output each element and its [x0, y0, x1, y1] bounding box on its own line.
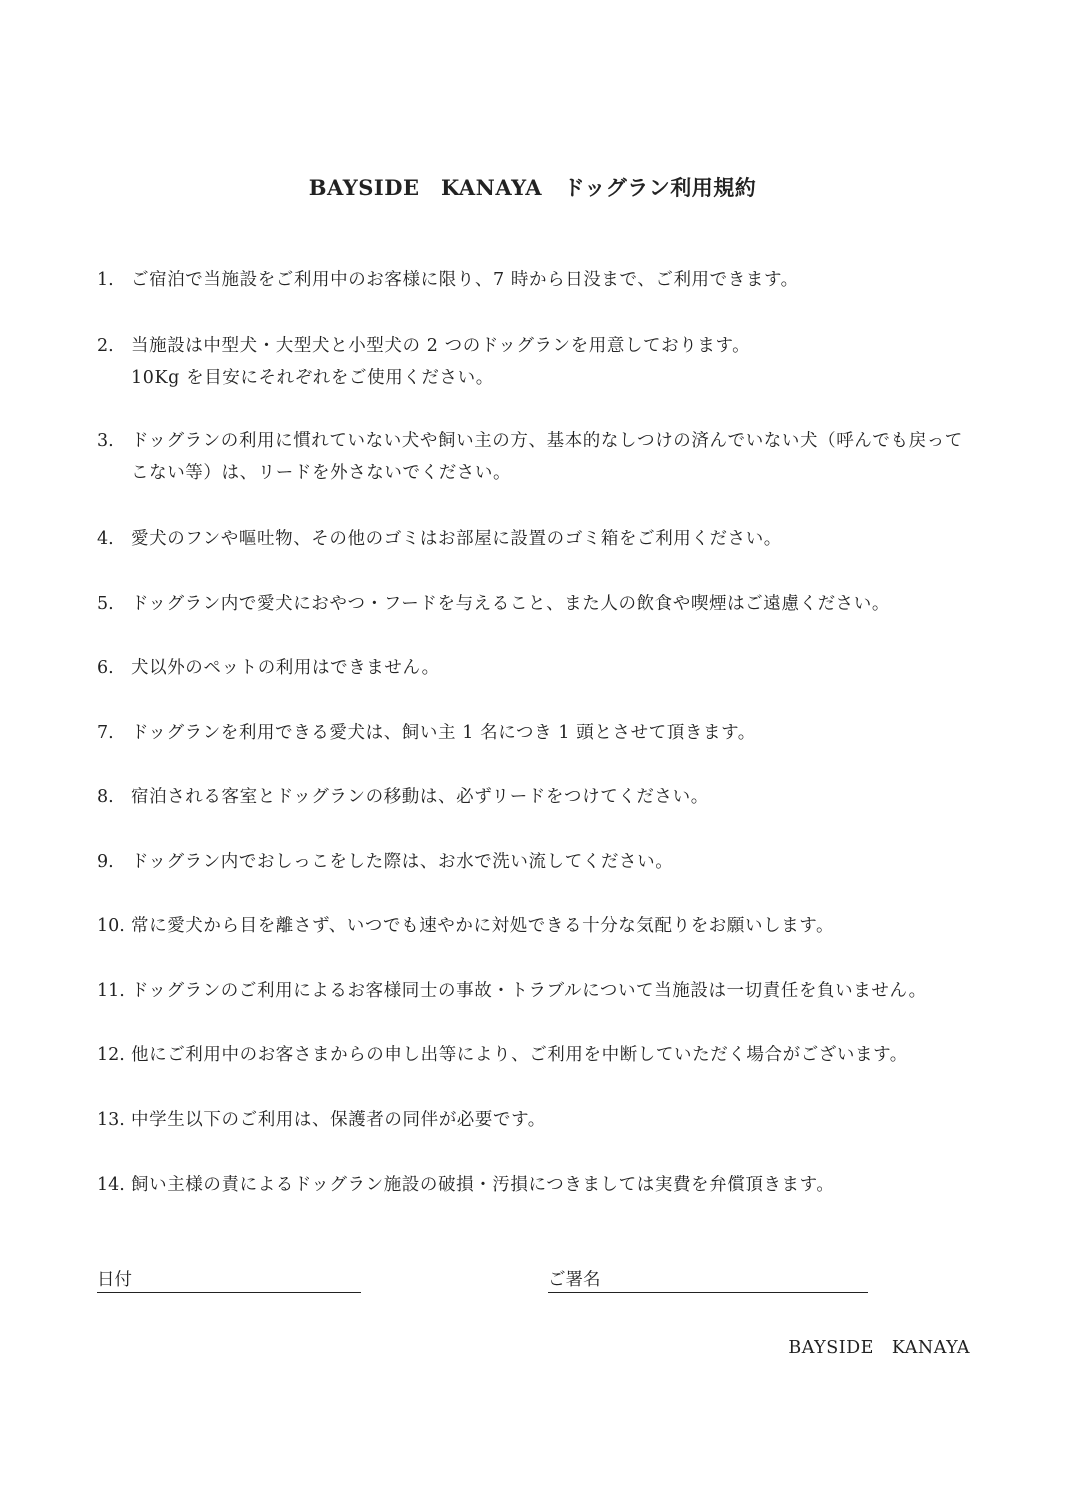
- rule-number: 10.: [97, 916, 125, 936]
- rule-item-11: [97, 975, 977, 1007]
- rule-text: ドッグラン内で愛犬におやつ・フードを与えること、また人の飲食や喫煙はご遠慮ください。: [131, 594, 890, 614]
- rule-text: 中学生以下のご利用は、保護者の同伴が必要です。: [131, 1110, 546, 1130]
- rule-number: 11.: [97, 981, 125, 1001]
- name-signature-line[interactable]: [548, 1268, 868, 1293]
- rule-number: 5.: [97, 594, 114, 614]
- date-signature-line[interactable]: [97, 1268, 361, 1293]
- rule-text: ドッグランの利用に慣れていない犬や飼い主の方、基本的なしつけの済んでいない犬（呼んでも戻ってこない等）は、リードを外さないでください。: [131, 431, 963, 483]
- rule-item-13: [97, 1104, 977, 1136]
- document-title: BAYSIDE KANAYA ドッグラン利用規約: [308, 175, 757, 200]
- rule-text: 愛犬のフンや嘔吐物、その他のゴミはお部屋に設置のゴミ箱をご利用ください。: [131, 529, 782, 549]
- rule-number: 14.: [97, 1175, 125, 1195]
- rule-number: 7.: [97, 723, 114, 743]
- rule-text: 当施設は中型犬・大型犬と小型犬の 2 つのドッグランを用意しております。 10Kg を目安にそれぞれをご使用ください。: [131, 336, 751, 388]
- rule-item-3: [97, 425, 977, 489]
- signature-label: ご署名: [548, 1270, 601, 1290]
- rule-text: 犬以外のペットの利用はできません。: [131, 658, 440, 678]
- rule-item-2: [97, 330, 977, 394]
- rule-item-1: [97, 264, 977, 296]
- rule-text: ドッグランのご利用によるお客様同士の事故・トラブルについて当施設は一切責任を負いません。: [131, 981, 927, 1001]
- rule-number: 13.: [97, 1110, 125, 1130]
- rule-item-8: [97, 781, 977, 813]
- rule-item-5: [97, 588, 977, 620]
- rule-item-4: [97, 523, 977, 555]
- rule-number: 12.: [97, 1045, 125, 1065]
- rule-item-7: [97, 717, 977, 749]
- rule-text: ご宿泊で当施設をご利用中のお客様に限り、7 時から日没まで、ご利用できます。: [131, 270, 799, 290]
- rule-item-10: [97, 910, 977, 942]
- footer-organization: BAYSIDE KANAYA: [788, 1338, 970, 1358]
- rule-number: 4.: [97, 529, 114, 549]
- rule-number: 6.: [97, 658, 114, 678]
- rule-number: 3.: [97, 431, 114, 451]
- rule-text: ドッグラン内でおしっこをした際は、お水で洗い流してください。: [131, 852, 674, 872]
- rule-text: 常に愛犬から目を離さず、いつでも速やかに対処できる十分な気配りをお願いします。: [131, 916, 835, 936]
- rule-item-9: [97, 846, 977, 878]
- rule-number: 2.: [97, 336, 114, 356]
- rule-text: 宿泊される客室とドッグランの移動は、必ずリードをつけてください。: [131, 787, 709, 807]
- rule-item-6: [97, 652, 977, 684]
- rule-number: 9.: [97, 852, 114, 872]
- rule-text: ドッグランを利用できる愛犬は、飼い主 1 名につき 1 頭とさせて頂きます。: [131, 723, 756, 743]
- rule-number: 8.: [97, 787, 114, 807]
- date-label: 日付: [97, 1270, 132, 1290]
- rule-text: 他にご利用中のお客さまからの申し出等により、ご利用を中断していただく場合がございます。: [131, 1045, 908, 1065]
- rule-item-12: [97, 1039, 977, 1071]
- rule-number: 1.: [97, 270, 114, 290]
- rule-item-14: [97, 1169, 977, 1201]
- rule-text: 飼い主様の責によるドッグラン施設の破損・汚損につきましては実費を弁償頂きます。: [131, 1175, 835, 1195]
